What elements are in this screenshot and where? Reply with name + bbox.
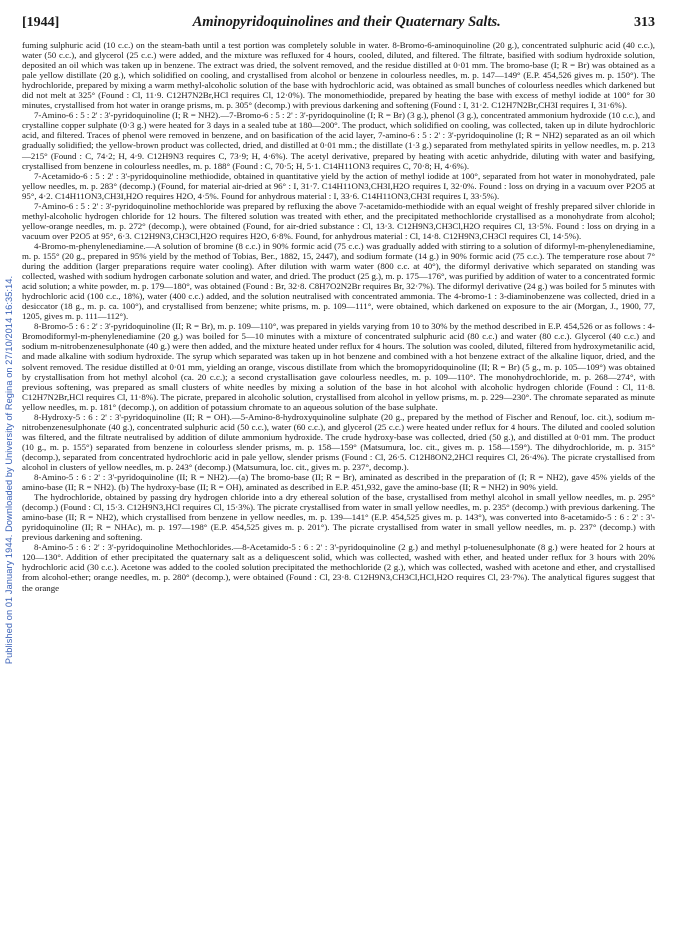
paragraph: 7-Amino-6 : 5 : 2' : 3'-pyridoquinoline methochloride was prepared by refluxing the above 7-acetamido-methiodide with an equal weight of freshly prepared silver chloride in methyl-alcoholic hydrogen chloride for 12 hours. The filtered solution was treated with ether, and the precipitated methochloride crystallised as a monohydrate from alcohol; yellow-orange needles, m. p. 272° (decomp.), were obtained (Found, for air-dried substance : Cl, 13·3. C12H9N3,CH3Cl,H2O requires Cl, 13·5%. Found : loss on drying in a vacuum over P2O5 at 95°, 6·3. C12H9N3,CH3Cl,H2O requires H2O, 6·8%. Found, for anhydrous material : Cl, 14·8. C12H9N3,CH3Cl requires Cl, 14·5%).: [22, 200, 655, 241]
journal-page: [22, 14, 655, 593]
paragraph: 8-Amino-5 : 6 : 2' : 3'-pyridoquinoline (II; R = NH2).—(a) The bromo-base (II; R = Br), aminated as described in the preparation of (I; R = NH2), gave 45% yields of the amino-base (II; R = NH2). (b) The hydroxy-base (II; R = OH), aminated as described in E.P. 451,932, gave the amino-base (II; R = NH2) in 90% yield.: [22, 472, 655, 493]
paragraph: 8-Amino-5 : 6 : 2' : 3'-pyridoquinoline Methochlorides.—8-Acetamido-5 : 6 : 2' : 3'-pyridoquinoline (2 g.) and methyl p-toluenesulphonate (8 g.) were heated for 2 hours at 120—130°. Addition of ether precipitated the quaternary salt as a deliquescent solid, which was collected, washed with ether, and heated under reflux for 3 hours with 20% hydrochloric acid (30 c.c.). Acetone was added to the cooled solution precipitated the methochloride (2 g.), which was collected, washed with acetone and ether, and crystallised from alcohol-ether; orange needles, m. p. 280° (decomp.), were obtained (Found : Cl, 23·8. C12H9N3,CH3Cl,HCl,H2O requires Cl, 23·7%). The analytical figures suggest that the orange: [22, 542, 655, 593]
page-number: 313: [634, 15, 655, 30]
paragraph: fuming sulphuric acid (10 c.c.) on the steam-bath until a test portion was completely soluble in water. 8-Bromo-6-aminoquinoline (20 g.), concentrated sulphuric acid (40 c.c.), water (50 c.c.), and glycerol (25 c.c.) were added, and the mixture was refluxed for 4 hours, cooled, diluted, and filtered. The filtrate, basified with sodium hydroxide solution, deposited an oil which was taken up in benzene. The extract was dried, the solvent removed, and the residue distilled at 0·01 mm. The bromo-base (I; R = Br) was obtained as a pale yellow distillate (20 g.), which solidified on cooling, and crystallised from alcohol or benzene in colourless needles, m. p. 147—149° (E.P. 454,526 gives m. p. 150°). The hydrochloride, prepared by mixing a warm methyl-alcoholic solution of the base with hydrochloric acid, was obtained as small bunches of colourless needles which darkened but did not melt at 325° (Found : Cl, 11·9. C12H7N2Br,HCl requires Cl, 12·0%). The monomethiodide, prepared by heating the base with excess of methyl iodide at 100° for 30 minutes, crystallised from hot water in orange prisms, m. p. 305° (decomp.) with previous darkening and softening (Found : I, 31·2. C12H7N2Br,CH3I requires I, 31·6%).: [22, 40, 655, 111]
download-watermark: [2, 120, 16, 820]
header-year: [1944]: [22, 15, 60, 30]
running-header: [22, 14, 655, 34]
paragraph: 8-Hydroxy-5 : 6 : 2' : 3'-pyridoquinoline (II; R = OH).—5-Amino-8-hydroxyquinoline sulphate (20 g., prepared by the method of Fischer and Renouf, loc. cit.), sodium m-nitrobenzenesulphonate (40 g.), concentrated sulphuric acid (50 c.c.), water (60 c.c.), and glycerol (25 c.c.) were heated under reflux for 4 hours. The diluted and cooled solution was filtered, and the filtrate neutralised by addition of dilute ammonium hydroxide. The crude hydroxy-base was collected, dried (50 g.), and distilled at 0·01 mm. The product (10 g., m. p. 155°) separated from benzene in colourless slender prisms, m. p. 158—159° (Matsumura, loc. cit., gives m. p. 158—159°). The dihydrochloride, m. p. 315° (decomp.), separated from concentrated hydrochloric acid in pale yellow, slender prisms (Found : Cl, 26·5. C12H8ON2,2HCl requires Cl, 26·4%). The picrate crystallised from alcohol in clusters of yellow needles, m. p. 243° (decomp.) (Matsumura, loc. cit., gives m. p. 237°, decomp.).: [22, 411, 655, 472]
paragraph: 4-Bromo-m-phenylenediamine.—A solution of bromine (8 c.c.) in 90% formic acid (75 c.c.) was gradually added with stirring to a solution of diformyl-m-phenylenediamine, m. p. 155° (20 g., prepared in 95% yield by the method of Tobias, Ber., 1882, 15, 2447), and sodium formate (14 g.) in 90% formic acid (75 c.c.). The temperature rose about 7° during the addition (larger preparations require water cooling). After dilution with warm water (800 c.c. at 40°), the diformyl derivative which separated on standing was collected, washed with sodium hydrogen carbonate solution and water, and dried. The product (25 g.), m. p. 175—176°, was purified by addition of water to a concentrated formic acid solution; a white powder, m. p. 179—180°, was obtained (Found : Br, 32·8. C8H7O2N2Br requires Br, 32·7%). The diformyl derivative (24 g.) was boiled for 5 minutes with hydrochloric acid (100 c.c., 18%), water (400 c.c.) added, and the solution neutralised with concentrated ammonia. The 4-bromo-1 : 3-diaminobenzene was collected, dried in a desiccator (18 g., m. p. ca. 100°), and crystallised from benzene; white prisms, m. p. 109—111°, were obtained, which darkened on exposure to the air (Morgan, J., 1900, 77, 1205, gives m. p. 111—112°).: [22, 240, 655, 322]
paragraph: The hydrochloride, obtained by passing dry hydrogen chloride into a dry ethereal solution of the base, crystallised from methyl alcohol in small yellow needles, m. p. 295° (decomp.) (Found : Cl, 15·3. C12H9N3,HCl requires Cl, 15·3%). The picrate crystallised from water in small yellow needles, m. p. 235° (decomp.) with previous darkening. The amino-base (II; R = NH2), which crystallised from benzene in yellow needles, m. p. 139—141° (E.P. 454,525 gives m. p. 143°), was converted into 8-acetamido-5 : 6 : 2' : 3'-pyridoquinoline (II; R = NHAc), m. p. 197—198° (E.P. 454,525 gives m. p. 201°). The picrate crystallised from water in small yellow needles, m. p. 237° (decomp.) with previous darkening and softening.: [22, 492, 655, 543]
paragraph: 7-Amino-6 : 5 : 2' : 3'-pyridoquinoline (I; R = NH2).—7-Bromo-6 : 5 : 2' : 3'-pyridoquinoline (I; R = Br) (3 g.), phenol (3 g.), concentrated ammonium hydroxide (10 c.c.), and crystalline copper sulphate (0·3 g.) were heated for 3 days in a sealed tube at 180—200°. The product, which solidified on cooling, was collected, taken up in dilute hydrochloric acid, and filtered. Traces of phenol were removed in benzene, and on basification of the acid layer, 7-amino-6 : 5 : 2' : 3'-pyridoquinoline (I; R = NH2) separated as an oil which gradually solidified; the yellow-brown product was collected, dried, and distilled at 0·01 mm.; the distillate (1·3 g.) separated from methylated spirits in yellow needles, m. p. 213—215° (Found : C, 74·2; H, 4·9. C12H9N3 requires C, 73·9; H, 4·6%). The acetyl derivative, prepared by heating with acetic anhydride, diluting with water and basifying, crystallised from benzene in colourless needles, m. p. 188° (Found : C, 70·5; H, 5·1. C14H11ON3 requires C, 70·8; H, 4·6%).: [22, 110, 655, 171]
paragraph: 8-Bromo-5 : 6 : 2' : 3'-pyridoquinoline (II; R = Br), m. p. 109—110°, was prepared in yields varying from 10 to 30% by the method described in E.P. 454,526 or as follows : 4-Bromodiformyl-m-phenylenediamine (20 g.) was boiled for 5—10 minutes with a mixture of concentrated sulphuric acid (80 c.c.) and water (80 c.c.). Glycerol (40 c.c.) and sodium m-nitrobenzenesulphonate (40 g.) were then added, and the mixture heated under reflux for 4 hours. The solution was cooled, diluted, filtered from hydroxymetanilic acid, and made alkaline with sodium hydroxide. The syrup which separated was taken up in hot benzene and combined with a hot benzene extract of the alkaline liquor, dried, and the solvent removed. The residue distilled at 0·01 mm, yielding an orange, viscous distillate from which the bromopyridoquinoline (II; R = Br) (5 g., m. p. 105—109°) was obtained by crystallisation from hot methyl alcohol (ca. 20 c.c.); a second crystallisation gave colourless needles, m. p. 109—110°. The monohydrochloride, m. p. 268—274°, with previous softening, was prepared as small clusters of white needles by mixing a solution of the base in hot alcohol with alcoholic hydrogen chloride (Found : Cl, 11·8. C12H7N2Br,HCl requires Cl, 11·8%). The picrate, prepared in alcoholic solution, crystallised from alcohol in yellow prisms, m. p. 229—230°. The chromate separated as minute yellow needles, m. p. 181° (decomp.), on addition of potassium chromate to an aqueous solution of the base sulphate.: [22, 321, 655, 412]
paragraph: 7-Acetamido-6 : 5 : 2' : 3'-pyridoquinoline methiodide, obtained in quantitative yield by the action of methyl iodide at 100°, separated from hot water in monohydrated, pale yellow needles, m. p. 283° (decomp.) (Found, for material air-dried at 96° : I, 31·7. C14H11ON3,CH3I,H2O requires I, 32·0%. Found : loss on drying in a vacuum over P2O5 at 95°, 4·2. C14H11ON3,CH3I,H2O requires H2O, 4·5%. Found for anhydrous material : I, 33·6. C14H11ON3,CH3I requires I, 33·5%).: [22, 170, 655, 201]
article-body: [22, 40, 655, 593]
download-watermark-text: Published on 01 January 1944. Downloaded by University of Regina on 27/10/2014 16:35:14.: [4, 275, 14, 665]
header-title: Aminopyridoquinolines and their Quaternary Salts.: [192, 14, 501, 30]
